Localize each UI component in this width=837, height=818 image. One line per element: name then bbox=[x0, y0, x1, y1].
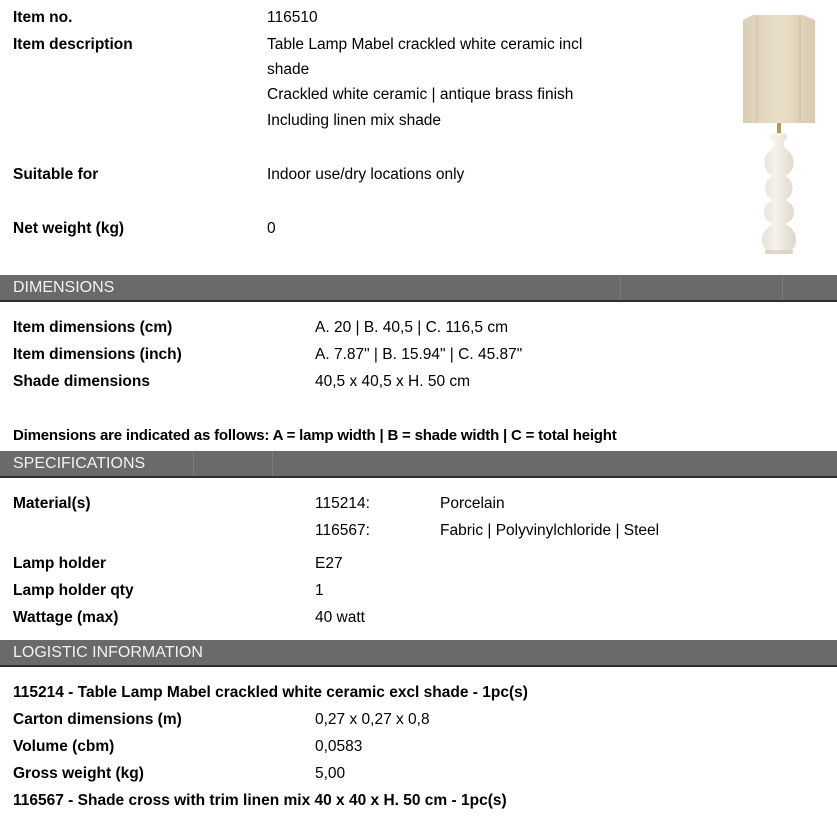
dimension-label: Item dimensions (cm) bbox=[13, 319, 173, 336]
section-title: LOGISTIC INFORMATION bbox=[13, 644, 203, 661]
logistic-label: Gross weight (kg) bbox=[13, 765, 144, 782]
section-header-logistic bbox=[0, 640, 837, 667]
spec-value: 40 watt bbox=[315, 609, 365, 626]
suitable-label: Suitable for bbox=[13, 166, 99, 183]
cell-divider bbox=[782, 275, 783, 300]
logistic-value: 0,27 x 0,27 x 0,8 bbox=[315, 711, 430, 728]
logistic-item-heading: 115214 - Table Lamp Mabel crackled white ceramic excl shade - 1pc(s) bbox=[13, 684, 528, 701]
cell-divider bbox=[193, 451, 194, 476]
material-code: 116567: bbox=[315, 522, 370, 539]
spec-value: E27 bbox=[315, 555, 343, 572]
cell-divider bbox=[272, 451, 273, 476]
dimension-label: Shade dimensions bbox=[13, 373, 150, 390]
item-description-line: Including linen mix shade bbox=[267, 112, 442, 129]
logistic-item-heading: 116567 - Shade cross with trim linen mix 40 x 40 x H. 50 cm - 1pc(s) bbox=[13, 792, 507, 809]
spec-label: Wattage (max) bbox=[13, 609, 119, 626]
section-title: SPECIFICATIONS bbox=[13, 455, 146, 472]
net-weight-label: Net weight (kg) bbox=[13, 220, 125, 237]
product-image bbox=[735, 8, 825, 260]
suitable-value: Indoor use/dry locations only bbox=[267, 166, 465, 183]
dimension-value: 40,5 x 40,5 x H. 50 cm bbox=[315, 373, 471, 390]
material-code: 115214: bbox=[315, 495, 370, 512]
item-no-label: Item no. bbox=[13, 9, 73, 26]
item-description-label: Item description bbox=[13, 36, 133, 53]
item-description-line: Table Lamp Mabel crackled white ceramic incl bbox=[267, 36, 583, 53]
material-value: Porcelain bbox=[440, 495, 505, 512]
dimension-value: A. 7.87" | B. 15.94" | C. 45.87" bbox=[315, 346, 523, 363]
item-no-value: 116510 bbox=[267, 9, 318, 26]
item-description-line: shade bbox=[267, 61, 310, 78]
logistic-value: 0,0583 bbox=[315, 738, 363, 755]
material-value: Fabric | Polyvinylchloride | Steel bbox=[440, 522, 660, 539]
cell-divider bbox=[620, 275, 621, 300]
logistic-label: Volume (cbm) bbox=[13, 738, 115, 755]
section-title: DIMENSIONS bbox=[13, 279, 115, 296]
net-weight-value: 0 bbox=[267, 220, 276, 237]
logistic-label: Carton dimensions (m) bbox=[13, 711, 182, 728]
dimension-value: A. 20 | B. 40,5 | C. 116,5 cm bbox=[315, 319, 509, 336]
dimensions-note: Dimensions are indicated as follows: A = lamp width | B = shade width | C = total height bbox=[13, 427, 617, 444]
logistic-value: 5,00 bbox=[315, 765, 346, 782]
item-description-line: Crackled white ceramic | antique brass finish bbox=[267, 86, 574, 103]
materials-label: Material(s) bbox=[13, 495, 91, 512]
spec-label: Lamp holder qty bbox=[13, 582, 134, 599]
section-header-dimensions bbox=[0, 275, 837, 302]
spec-value: 1 bbox=[315, 582, 324, 599]
section-header-specifications bbox=[0, 451, 837, 478]
dimension-label: Item dimensions (inch) bbox=[13, 346, 182, 363]
spec-label: Lamp holder bbox=[13, 555, 107, 572]
